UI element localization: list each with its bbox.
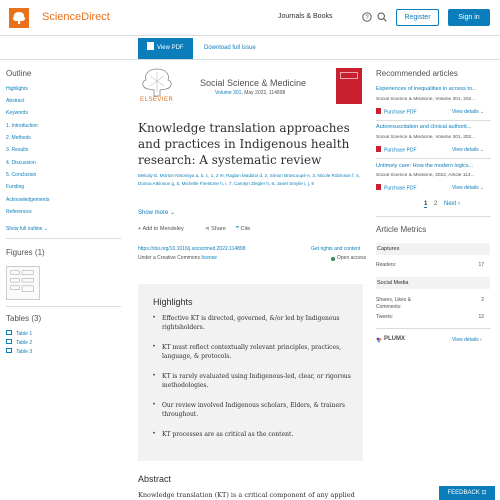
- figure-thumbnail[interactable]: [6, 266, 40, 300]
- show-more-button[interactable]: [138, 209, 175, 216]
- view-pdf-button[interactable]: [138, 38, 193, 59]
- view-details-link[interactable]: [452, 185, 484, 191]
- highlight-item: KT is rarely evaluated using Indigenous-led, clear, or rigorous methodologies.: [162, 373, 351, 389]
- table-label: Table 3: [16, 349, 33, 355]
- recommended-article-meta: Social Science & Medicine, Volume 301, 202...: [376, 135, 476, 140]
- recommended-article-meta: Social Science & Medicine, Volume 301, 202...: [376, 97, 476, 102]
- bullet: •: [153, 373, 156, 379]
- next-page-button[interactable]: [444, 201, 460, 207]
- figures-heading: Figures (1): [6, 248, 45, 257]
- register-button[interactable]: Register: [396, 9, 439, 26]
- highlight-item: Our review involved Indigenous scholars, Elders, & trainers throughout.: [162, 402, 345, 418]
- journal-title-link[interactable]: Social Science & Medicine: [200, 78, 307, 88]
- tweets-label: Tweets:: [376, 314, 394, 320]
- elsevier-tree-logo-icon[interactable]: [9, 8, 29, 28]
- outline-item-highlights[interactable]: Highlights: [6, 86, 28, 92]
- license-prefix: Under a Creative Commons: [138, 255, 202, 261]
- readers-label: Readers:: [376, 262, 397, 268]
- recommended-article-title[interactable]: Experiences of inequalities in access to...: [376, 86, 477, 92]
- quote-icon: ❞: [236, 226, 239, 232]
- chevron-down-icon: ⌄: [479, 109, 485, 115]
- shares-count: 2: [481, 297, 484, 303]
- article-metrics-heading: Article Metrics: [376, 225, 427, 234]
- divider: [376, 120, 491, 121]
- recommended-article-title[interactable]: Autoresuscitation and clinical authorit...: [376, 124, 472, 130]
- outline-item-abstract[interactable]: Abstract: [6, 98, 25, 104]
- show-more-label: Show more: [138, 210, 169, 216]
- recommended-article-meta: Social Science & Medicine, 2022, Article 114...: [376, 173, 475, 178]
- plus-icon: +: [138, 226, 142, 232]
- highlight-item: KT processes are as critical as the content.: [162, 431, 294, 438]
- show-full-outline-label: Show full outline: [6, 226, 43, 232]
- purchase-pdf-link[interactable]: [376, 185, 417, 191]
- plumx-label: PLUMX: [384, 336, 405, 342]
- sign-in-button[interactable]: Sign in: [448, 9, 490, 26]
- table-icon: [6, 348, 12, 353]
- tweets-count: 12: [478, 314, 484, 320]
- license-statement: [138, 255, 217, 261]
- divider: [376, 328, 491, 329]
- chevron-down-icon: ⌄: [479, 185, 485, 191]
- get-rights-link[interactable]: Get rights and content: [311, 246, 361, 252]
- table-label: Table 2: [16, 340, 33, 346]
- elsevier-wordmark: ELSEVIER: [140, 97, 174, 103]
- chevron-right-icon: ›: [458, 201, 461, 207]
- feedback-label: FEEDBACK: [447, 490, 480, 496]
- page-2-button[interactable]: 2: [434, 201, 438, 207]
- purchase-pdf-link[interactable]: [376, 109, 417, 115]
- pdf-icon: [147, 42, 154, 50]
- purchase-pdf-link[interactable]: [376, 147, 417, 153]
- outline-item-funding[interactable]: Funding: [6, 184, 25, 190]
- outline-item-methods[interactable]: 2. Methods: [6, 135, 31, 141]
- bullet: •: [153, 431, 156, 437]
- pdf-icon: [376, 184, 381, 190]
- journal-volume: [215, 90, 285, 96]
- svg-text:?: ?: [365, 15, 369, 22]
- social-media-section-header: Social Media: [376, 277, 490, 289]
- purchase-pdf-label: Purchase PDF: [384, 109, 417, 116]
- purchase-pdf-label: Purchase PDF: [384, 147, 417, 154]
- highlight-item: KT must reflect contextually relevant principles, practices, language, & protocols.: [162, 344, 342, 360]
- divider: [376, 158, 491, 159]
- bullet: •: [153, 315, 156, 321]
- purchase-pdf-label: Purchase PDF: [384, 185, 417, 192]
- view-details-label: View details: [452, 147, 479, 153]
- outline-item-conclusion[interactable]: 5. Conclusion: [6, 172, 37, 178]
- divider: [376, 216, 491, 217]
- page-1-button[interactable]: 1: [424, 201, 428, 207]
- table-link-3[interactable]: [6, 349, 32, 355]
- table-link-1[interactable]: [6, 331, 32, 337]
- abstract-text: Knowledge translation (KT) is a critical component of any applied: [138, 491, 355, 499]
- open-access-label: Open access: [337, 255, 367, 261]
- add-to-mendeley-button[interactable]: [138, 226, 184, 232]
- bullet: •: [153, 344, 156, 350]
- divider: [6, 238, 121, 239]
- tables-heading: Tables (3): [6, 314, 42, 323]
- download-full-issue-link[interactable]: Download full issue: [204, 45, 256, 51]
- outline-item-references[interactable]: References: [6, 209, 32, 215]
- chevron-down-icon: ⌄: [43, 226, 49, 232]
- table-icon: [6, 339, 12, 344]
- cite-label: Cite: [240, 226, 251, 232]
- volume-link[interactable]: Volume 301: [215, 90, 242, 96]
- outline-item-keywords[interactable]: Keywords: [6, 110, 28, 116]
- plumx-logo-icon: [376, 337, 382, 343]
- license-link[interactable]: license: [201, 255, 217, 261]
- cite-button[interactable]: [236, 226, 250, 232]
- share-icon: ⋖: [205, 226, 210, 232]
- share-button[interactable]: [205, 226, 226, 232]
- outline-item-introduction[interactable]: 1. Introduction: [6, 123, 38, 129]
- metrics-view-details-link[interactable]: [452, 337, 482, 343]
- recommended-article-title[interactable]: Untimely care: How the modern logics...: [376, 163, 474, 169]
- journals-books-link[interactable]: Journals & Books: [278, 13, 333, 20]
- highlights-heading: Highlights: [153, 297, 193, 307]
- highlight-item: Effective KT is directed, governed, &/or led by Indigenous rightsholders.: [162, 315, 340, 331]
- table-icon: [6, 330, 12, 335]
- outline-heading: Outline: [6, 69, 32, 78]
- chevron-right-icon: ›: [479, 337, 482, 343]
- view-details-label: View details: [452, 109, 479, 115]
- view-details-label: View details: [452, 337, 479, 343]
- chevron-down-icon: ⌄: [170, 210, 176, 216]
- divider: [6, 306, 121, 307]
- article-title: Knowledge translation approaches and practices in Indigenous health research: A systematic review: [138, 121, 350, 167]
- volume-details: , May 2022, 114898: [241, 90, 286, 96]
- doi-link[interactable]: https://doi.org/10.1016/j.socscimed.2022.114898: [138, 246, 246, 252]
- outline-item-results[interactable]: 3. Results: [6, 147, 29, 153]
- chevron-down-icon: ⌄: [479, 147, 485, 153]
- view-details-link[interactable]: [452, 147, 484, 153]
- view-details-label: View details: [452, 185, 479, 191]
- readers-count: 17: [478, 262, 484, 268]
- add-to-mendeley-label: Add to Mendeley: [142, 226, 184, 232]
- share-label: Share: [211, 226, 226, 232]
- feedback-button[interactable]: [439, 486, 495, 500]
- view-details-link[interactable]: [452, 109, 484, 115]
- abstract-heading: Abstract: [138, 474, 172, 484]
- pdf-icon: [376, 146, 381, 152]
- help-icon[interactable]: [362, 12, 372, 22]
- author-list[interactable]: Melody E. Morton Ninomiya a, b, c, 1, 2 ✉, Raglan Maddox d, 2, Simon Brascoupé e, 3, Nicole Robinson f, 4, Donna Atkinson g, 5, Michelle Firestone h, i, 7, Carolyn Ziegler h, 8, Janet Smylie i, j, 9: [138, 173, 360, 186]
- shares-label: Shares, Likes & Comments:: [376, 297, 412, 310]
- open-access-icon: [331, 257, 335, 261]
- chat-icon: ⊡: [481, 490, 487, 496]
- brand-name[interactable]: ScienceDirect: [42, 11, 110, 23]
- outline-item-acknowledgements[interactable]: Acknowledgements: [6, 197, 50, 203]
- pdf-icon: [376, 108, 381, 114]
- show-full-outline-link[interactable]: [6, 226, 48, 232]
- recommended-heading: Recommended articles: [376, 69, 458, 78]
- captures-section-header: Captures: [376, 243, 490, 255]
- table-label: Table 1: [16, 331, 33, 337]
- outline-item-discussion[interactable]: 4. Discussion: [6, 160, 36, 166]
- cover-title-box: [340, 72, 358, 79]
- search-icon[interactable]: [377, 12, 387, 22]
- next-label: Next: [444, 201, 457, 207]
- table-link-2[interactable]: [6, 340, 32, 346]
- view-pdf-label: View PDF: [157, 45, 184, 51]
- bullet: •: [153, 402, 156, 408]
